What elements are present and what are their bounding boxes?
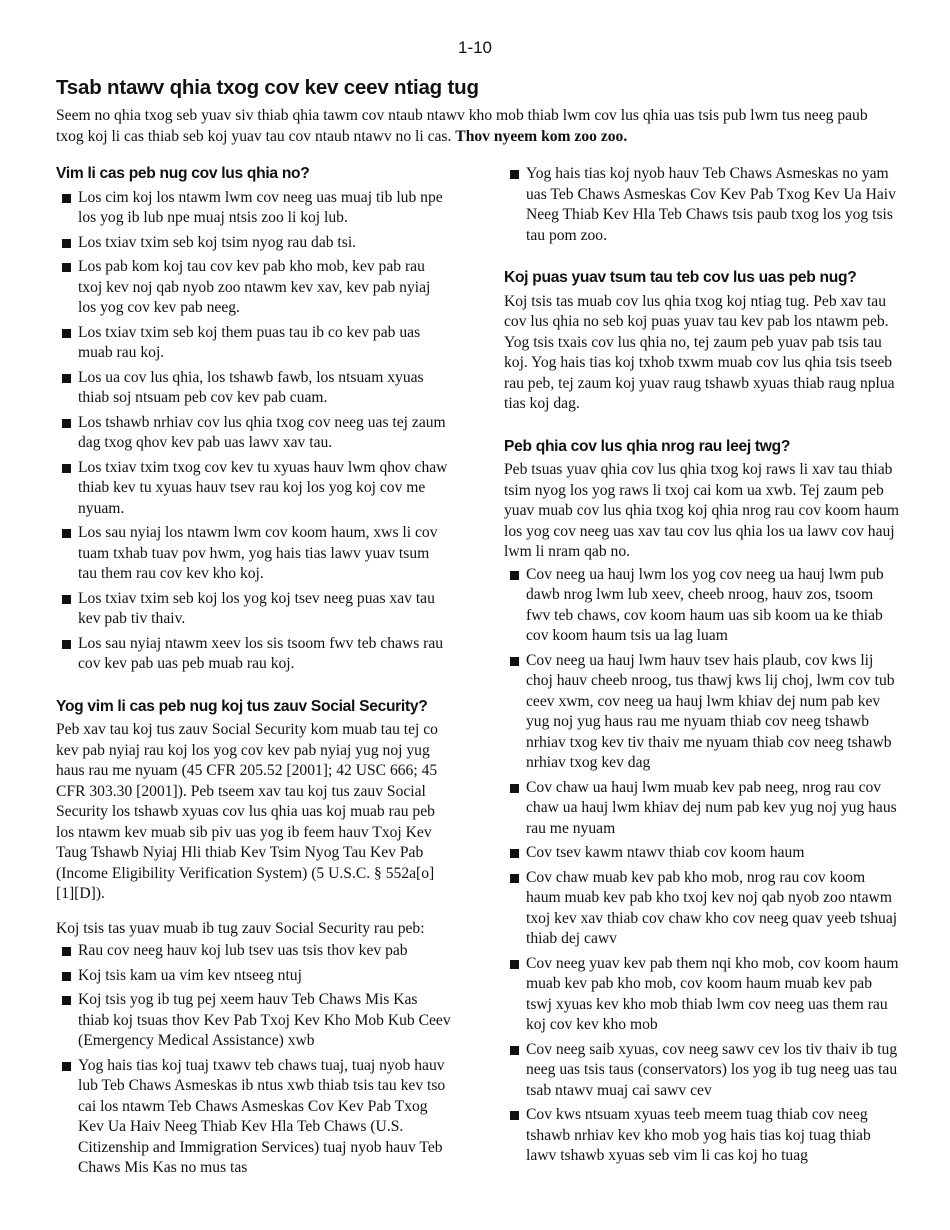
square-bullet-icon <box>62 194 71 203</box>
share-with-list <box>504 565 900 1167</box>
list-item: Los pab kom koj tau cov kev pab kho mob, kev pab rau txoj kev noj qab nyob zoo ntawm kev xav, kev pab nyiaj los yog cov kev pab neeg. <box>56 257 451 319</box>
list-item: Los txiav txim seb koj los yog koj tsev neeg puas xav tau kev pab tiv thaiv. <box>56 589 451 630</box>
square-bullet-icon <box>62 529 71 538</box>
square-bullet-icon <box>510 657 519 666</box>
square-bullet-icon <box>62 972 71 981</box>
square-bullet-icon <box>510 784 519 793</box>
list-item: Los sau nyiaj ntawm xeev los sis tsoom fwv teb chaws rau cov kev pab uas peb muab rau koj. <box>56 634 451 675</box>
square-bullet-icon <box>62 374 71 383</box>
square-bullet-icon <box>510 170 519 179</box>
share-with-paragraph: Peb tsuas yuav qhia cov lus qhia txog koj raws li xav tau thiab tsim nyog los yog raws li txoj cai kom ua xwb. Tej zaum peb yuav muab cov lus qhia txog koj qhia nrog rau cov koom haum los yog cov neeg uas xav tau cov lus qhia los ua lawv cov hauj lwm li nram qab no. <box>504 461 899 560</box>
list-item: Cov kws ntsuam xyuas teeb meem tuag thiab cov neeg tshawb nrhiav kev kho mob yog hais tias koj tuag thiab lawv tshawb xyuas seb vim li cas koj ho tuag <box>504 1105 900 1167</box>
list-item: Los cim koj los ntawm lwm cov neeg uas muaj tib lub npe los yog ib lub npe muaj ntsis zoo li koj lub. <box>56 188 451 229</box>
section-heading-must-answer: Koj puas yuav tsum tau teb cov lus uas peb nug? <box>504 269 857 286</box>
list-item: Yog hais tias koj nyob hauv Teb Chaws Asmeskas no yam uas Teb Chaws Asmeskas Cov Kev Pab Txog Kev Ua Haiv Neeg Thiab Kev Hla Teb Chaws tsis paub txog los yog tsis tau pom zoo. <box>504 164 900 246</box>
list-item: Los txiav txim seb koj tsim nyog rau dab tsi. <box>56 233 451 254</box>
section-heading-why-ask: Vim li cas peb nug cov lus qhia no? <box>56 165 310 182</box>
list-item: Cov tsev kawm ntawv thiab cov koom haum <box>504 843 900 864</box>
list-item: Cov chaw muab kev pab kho mob, nrog rau cov koom haum muab kev pab kho txoj kev noj qab nyob zoo ntawm txoj kev xav thiab cov chaw kho cov neeg quav yeeb tshuaj thiab dej cawv <box>504 868 900 950</box>
square-bullet-icon <box>510 874 519 883</box>
page-title: Tsab ntawv qhia txog cov kev ceev ntiag tug <box>56 76 479 99</box>
list-item: Los txiav txim txog cov kev tu xyuas hauv lwm qhov chaw thiab kev tu xyuas hauv tsev rau koj los yog koj cov me nyuam. <box>56 458 451 520</box>
list-item: Yog hais tias koj tuaj txawv teb chaws tuaj, tuaj nyob hauv lub Teb Chaws Asmeskas ib ntus xwb thiab tsis tau kev tso cai los ntawm Teb Chaws Asmeskas Cov Kev Pab Txog Kev Ua Haiv Neeg Thiab Kev Hla Teb Chaws (U.S. Citizenship and Immigration Services) tuaj nyob hauv Teb Chaws Mis Kas no mus tas <box>56 1056 451 1179</box>
square-bullet-icon <box>62 329 71 338</box>
square-bullet-icon <box>62 464 71 473</box>
list-item: Rau cov neeg hauv koj lub tsev uas tsis thov kev pab <box>56 941 451 962</box>
why-ask-list <box>56 188 451 675</box>
list-item: Cov chaw ua hauj lwm muab kev pab neeg, nrog rau cov chaw ua hauj lwm khiav dej num pab kev yug noj yug haus rau me nyuam <box>504 778 900 840</box>
square-bullet-icon <box>62 595 71 604</box>
square-bullet-icon <box>510 1046 519 1055</box>
square-bullet-icon <box>62 419 71 428</box>
ssn-paragraph: Peb xav tau koj tus zauv Social Security kom muab tau tej co kev pab nyiaj rau koj los yog cov kev pab nyiaj yug noj yug haus rau me nyuam (45 CFR 205.52 [2001]; 42 USC 666; 45 CFR 303.30 [2001]). Peb tseem xav tau koj tus zauv Social Security los tshawb xyuas cov lus qhia uas koj muab rau peb los ntawm kev muab sib piv uas yog ib feem hauv Txoj Kev Taug Tshawb Nyiaj Hli thiab Kev Tsim Nyog Tau Kev Pab (Income Eligibility Verification System) (5 U.S.C. § 552a[o][1][D]). <box>56 721 438 902</box>
square-bullet-icon <box>62 239 71 248</box>
square-bullet-icon <box>510 1111 519 1120</box>
list-item: Los ua cov lus qhia, los tshawb fawb, los ntsuam xyuas thiab soj ntsuam peb cov kev pab cuam. <box>56 368 451 409</box>
intro-text: Seem no qhia txog seb yuav siv thiab qhia tawm cov ntaub ntawv kho mob thiab lwm cov lus qhia uas tsis pub lwm tus neeg paub txog koj li cas thiab seb koj yuav tau cov ntaub ntawv no li cas. <box>56 107 868 145</box>
must-answer-paragraph: Koj tsis tas muab cov lus qhia txog koj ntiag tug. Peb xav tau cov lus qhia no seb koj puas yuav tau kev pab los ntawm peb. Yog tsis txais cov lus qhia no, tej zaum peb yuav pab tsis tau koj. Yog hais tias koj txhob txwm muab cov lus qhia tsis tseeb rau peb, tej zaum koj yuav raug tshawb xyuas thiab raug nplua tias koj dag. <box>504 292 895 412</box>
list-item: Los sau nyiaj los ntawm lwm cov koom haum, xws li cov tuam txhab tuav pov hwm, yog hais tias lawv yuav tsum tau them rau cov kev kho koj. <box>56 523 451 585</box>
right-column <box>504 164 900 1171</box>
square-bullet-icon <box>62 1062 71 1071</box>
list-item: Koj tsis yog ib tug pej xeem hauv Teb Chaws Mis Kas thiab koj tsuas thov Kev Pab Txoj Kev Kho Mob Kub Ceev (Emergency Medical Assistance) xwb <box>56 990 451 1052</box>
section-heading-ssn: Yog vim li cas peb nug koj tus zauv Social Security? <box>56 697 428 715</box>
page-number: 1-10 <box>457 38 493 57</box>
square-bullet-icon <box>62 640 71 649</box>
ssn-exceptions-list <box>56 941 451 1179</box>
intro-emphasis: Thov nyeem kom zoo zoo. <box>455 127 628 145</box>
square-bullet-icon <box>62 263 71 272</box>
section-heading-share-with: Peb qhia cov lus qhia nrog rau leej twg? <box>504 437 791 455</box>
square-bullet-icon <box>510 571 519 580</box>
list-item: Cov neeg ua hauj lwm hauv tsev hais plaub, cov kws lij choj hauv cheeb nroog, tus thawj kws lij choj, lwm cov tub ceev xwm, cov neeg ua hauj lwm khiav dej num pab kev yug noj yug haus rau me nyuam thiab cov neeg tshawb nrhiav txog kev tiv thaiv me nyuam thiab cov neeg tshawb nrhiav txog kev dag <box>504 651 900 774</box>
square-bullet-icon <box>62 996 71 1005</box>
list-item: Cov neeg saib xyuas, cov neeg sawv cev los tiv thaiv ib tug neeg uas tsis taus (conservators) los yog ib tug neeg uas tau tsab ntawv muaj cai sawv cev <box>504 1040 900 1102</box>
list-item: Koj tsis kam ua vim kev ntseeg ntuj <box>56 966 451 987</box>
square-bullet-icon <box>510 960 519 969</box>
continued-list <box>504 164 900 246</box>
list-item: Los txiav txim seb koj them puas tau ib co kev pab uas muab rau koj. <box>56 323 451 364</box>
list-item: Los tshawb nrhiav cov lus qhia txog cov neeg uas tej zaum dag txog qhov kev pab uas lawv xav tau. <box>56 413 451 454</box>
intro-paragraph <box>56 106 896 147</box>
left-column <box>56 164 451 1183</box>
list-item: Cov neeg yuav kev pab them nqi kho mob, cov koom haum muab kev pab kho mob, cov koom haum muab kev pab tswj xyuas kev kho mob thiab lwm cov neeg uas them rau koj cov kev kho mob <box>504 954 900 1036</box>
ssn-exceptions-intro: Koj tsis tas yuav muab ib tug zauv Social Security rau peb: <box>56 919 425 937</box>
list-item: Cov neeg ua hauj lwm los yog cov neeg ua hauj lwm pub dawb nrog lwm lub xeev, cheeb nroog, hauv zos, tsoom fwv teb chaws, cov koom haum uas sib koom ua ke thiab cov koom haum tsis ua lag luam <box>504 565 900 647</box>
square-bullet-icon <box>62 947 71 956</box>
square-bullet-icon <box>510 849 519 858</box>
